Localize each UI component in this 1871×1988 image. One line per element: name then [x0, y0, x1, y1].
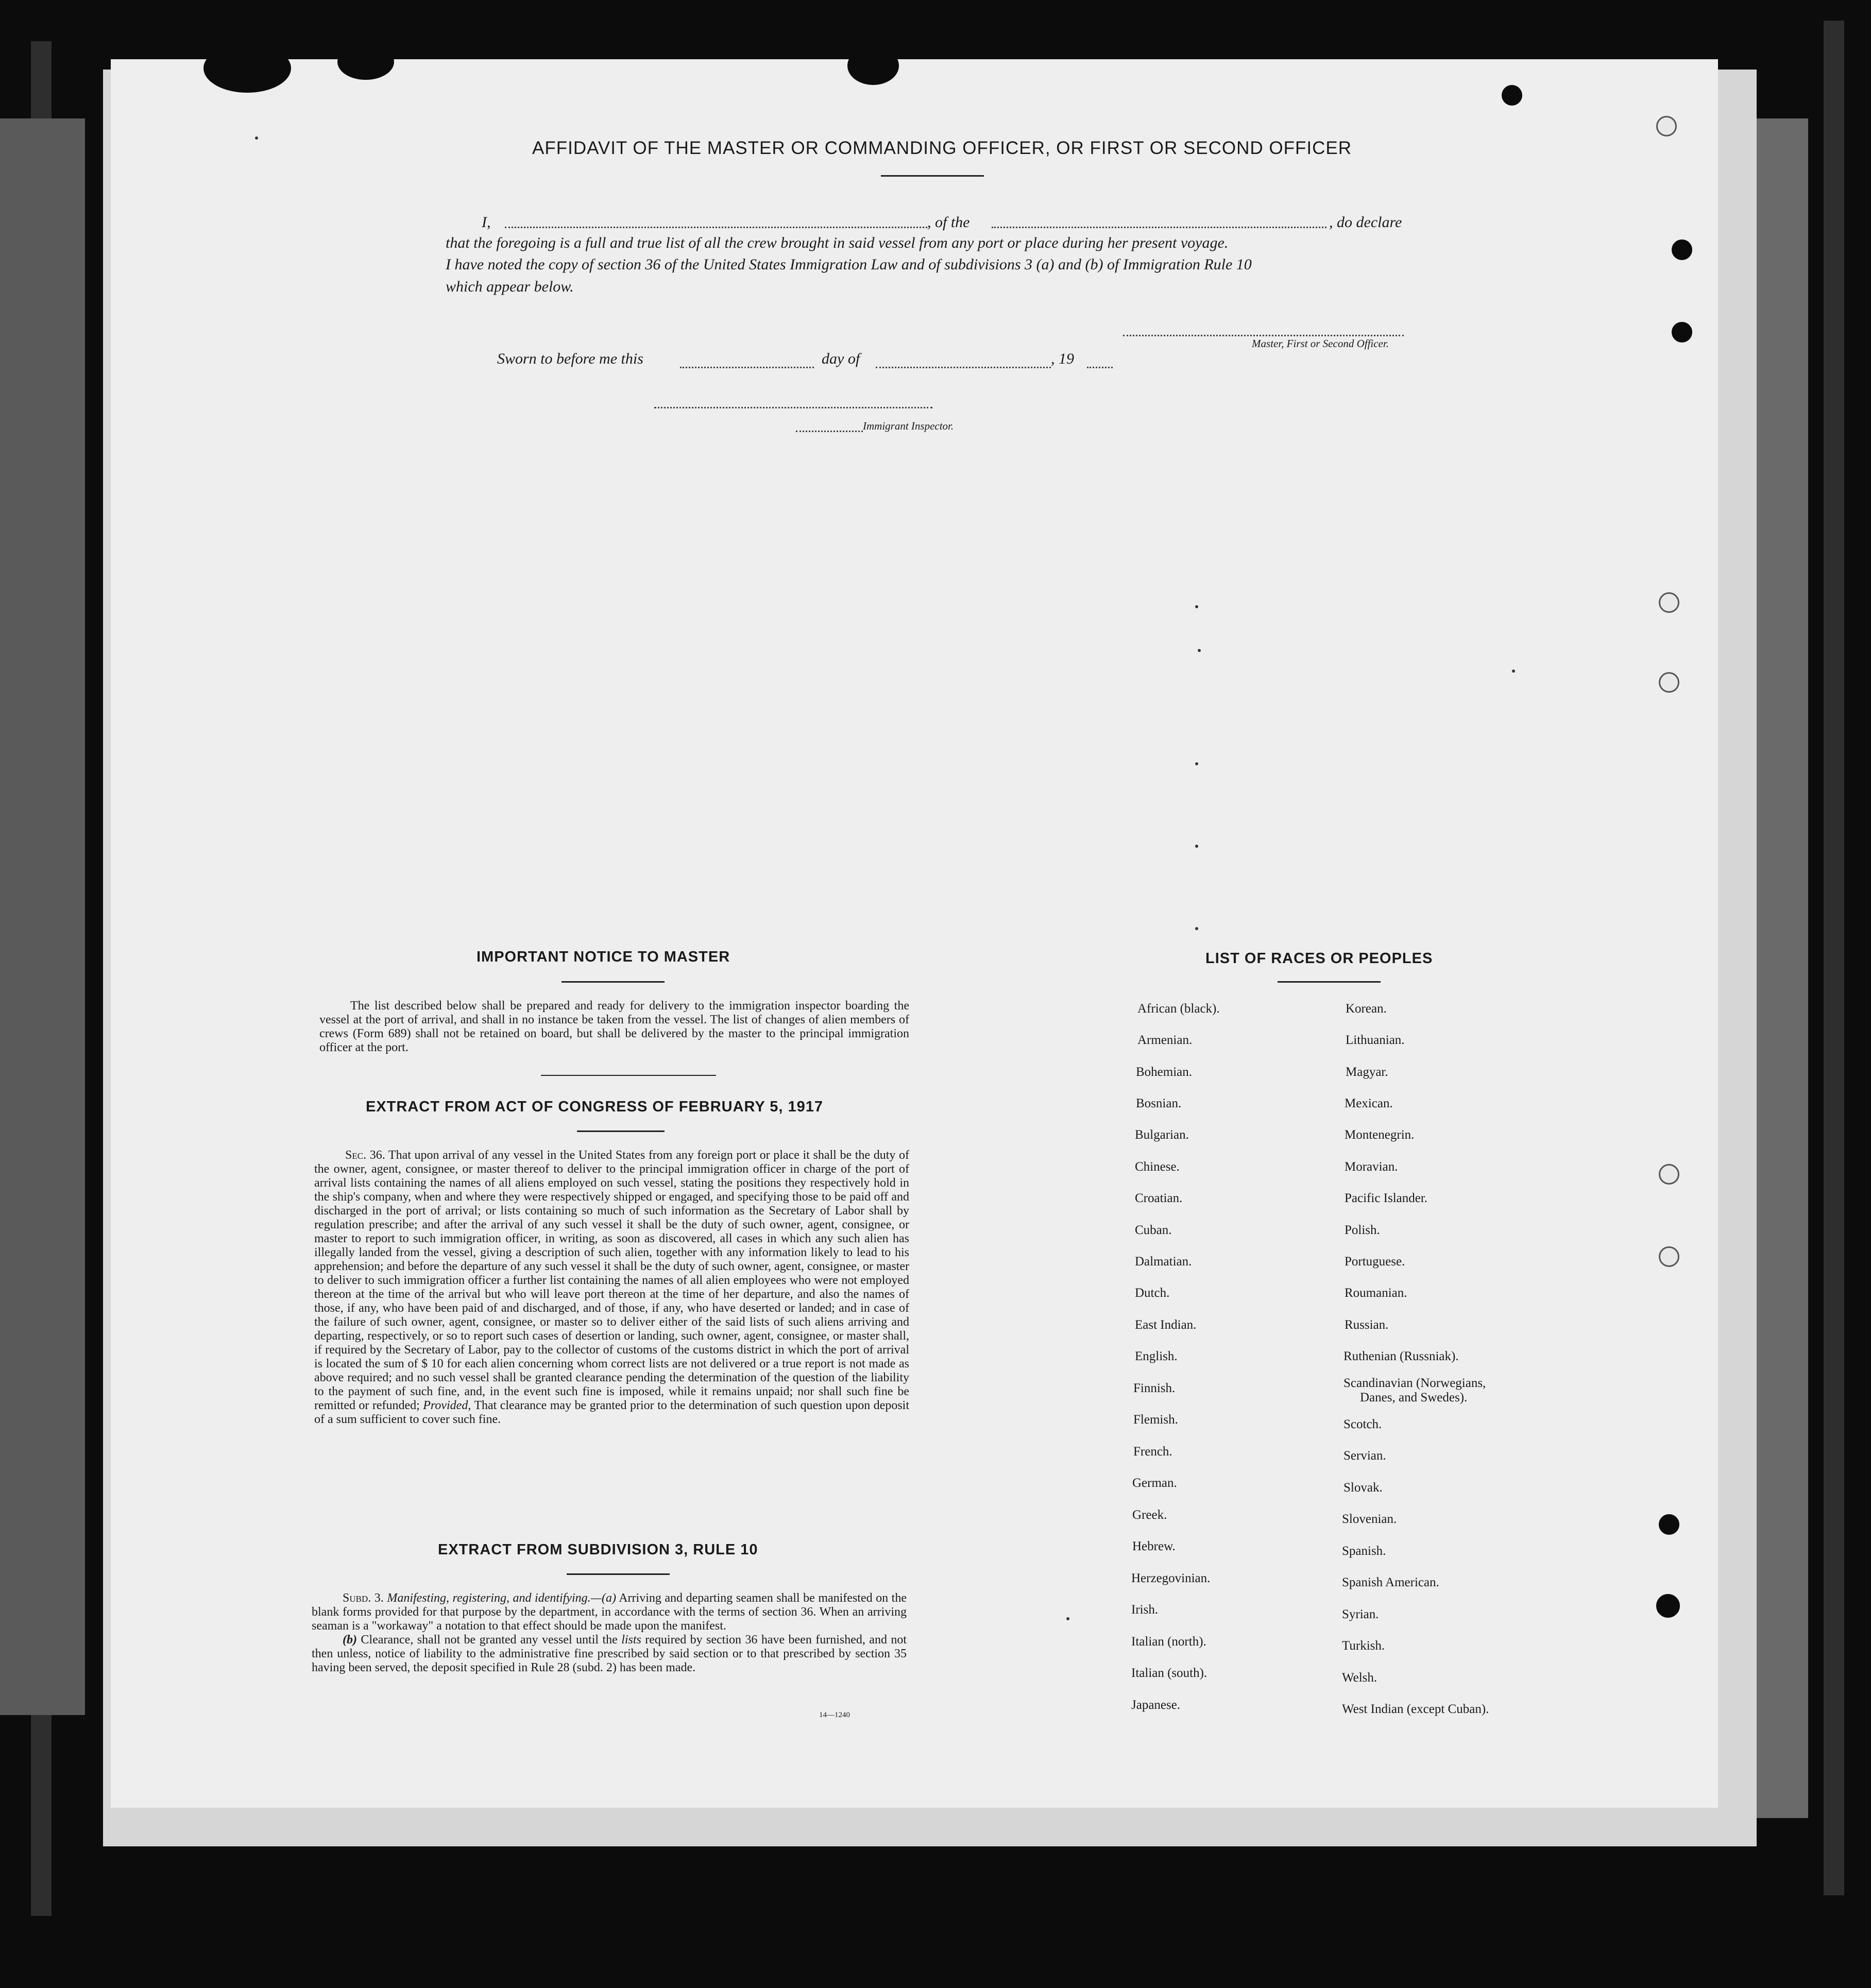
subd-text-b2: required by section 36 have been furnished, and not then unless, notice of liability to the administrative fine prescribed by said section or to that prescribed by section 35 having been served, the deposit specified in Rule 28 (subd. 2) has been made.: [312, 1633, 907, 1674]
document-page: [111, 59, 1718, 1808]
race-item: Polish.: [1345, 1223, 1380, 1237]
race-item: Slovenian.: [1342, 1512, 1397, 1526]
binder-hole: [1672, 322, 1692, 342]
race-item: Bulgarian.: [1135, 1128, 1189, 1142]
race-item: African (black).: [1137, 1002, 1220, 1016]
race-item: Hebrew.: [1132, 1539, 1176, 1553]
ink-speck: [1512, 670, 1515, 673]
race-item: Armenian.: [1137, 1033, 1193, 1047]
race-item: Chinese.: [1135, 1160, 1180, 1174]
form-number: 14—1240: [819, 1711, 850, 1719]
ink-speck: [1195, 605, 1198, 608]
race-item: Magyar.: [1346, 1065, 1388, 1079]
day-of-label: day of: [822, 350, 860, 367]
race-item: Cuban.: [1135, 1223, 1172, 1237]
affidavit-line-4: which appear below.: [446, 278, 574, 295]
race-item: Lithuanian.: [1346, 1033, 1405, 1047]
race-item: Roumanian.: [1345, 1286, 1407, 1300]
race-item: Irish.: [1131, 1603, 1159, 1617]
paper-tear: [1502, 85, 1522, 106]
race-item: Flemish.: [1133, 1413, 1178, 1427]
binder-hole: [1656, 116, 1677, 136]
provided-word: Provided,: [423, 1399, 471, 1412]
ink-speck: [1195, 927, 1198, 930]
paper-tear: [337, 44, 394, 80]
inspector-caption: Immigrant Inspector.: [863, 420, 954, 432]
race-item: Turkish.: [1342, 1639, 1385, 1653]
ink-speck: [255, 136, 258, 140]
race-item: Italian (north).: [1131, 1635, 1206, 1649]
race-item: Dalmatian.: [1135, 1255, 1192, 1269]
sworn-day-blank[interactable]: [680, 367, 814, 368]
races-title-underline: [1278, 981, 1381, 983]
binder-hole: [1659, 672, 1679, 693]
ink-speck: [1195, 762, 1198, 765]
race-item: Spanish American.: [1342, 1575, 1439, 1589]
notice-title: IMPORTANT NOTICE TO MASTER: [477, 949, 730, 965]
sec-label: Sec. 36.: [345, 1149, 385, 1162]
race-item: Slovak.: [1343, 1481, 1383, 1495]
master-signature-line[interactable]: [1123, 335, 1404, 336]
race-item: Danes, and Swedes).: [1360, 1391, 1468, 1404]
race-item: Moravian.: [1345, 1160, 1398, 1174]
affidavit-line-2: that the foregoing is a full and true list of all the crew brought in said vessel from any port or place during her present voyage.: [446, 234, 1229, 251]
race-item: Scotch.: [1343, 1417, 1382, 1431]
binder-hole: [1656, 1594, 1680, 1618]
binder-hole: [1659, 592, 1679, 613]
race-item: Mexican.: [1345, 1096, 1393, 1110]
race-item: Servian.: [1343, 1449, 1386, 1463]
race-item: Welsh.: [1342, 1671, 1377, 1685]
race-item: Scandinavian (Norwegians,: [1343, 1376, 1486, 1390]
of-the-label: , of the: [927, 214, 970, 231]
race-item: West Indian (except Cuban).: [1342, 1702, 1489, 1716]
race-item: Montenegrin.: [1345, 1128, 1415, 1142]
year-blank[interactable]: [1087, 367, 1113, 368]
rule-extract-text: [312, 1591, 907, 1675]
ink-speck: [1198, 649, 1201, 652]
inspector-signature-line[interactable]: [654, 407, 932, 408]
ink-speck: [1195, 845, 1198, 848]
rule-title-underline: [567, 1573, 670, 1575]
race-item: German.: [1132, 1476, 1177, 1490]
subd-label: Subd. 3.: [343, 1591, 384, 1605]
do-declare-label: , do declare: [1329, 214, 1402, 231]
notice-paragraph: The list described below shall be prepared and ready for delivery to the immigration inspector boarding the vessel at the port of arrival, and shall in no instance be taken from the vessel. The list of changes of alien members of crews (Form 689) shall not be retained on board, but shall be delivered by the master to the principal immigration officer at the port.: [319, 999, 909, 1054]
left-adjacent-page: [0, 118, 85, 1715]
race-item: Croatian.: [1135, 1191, 1183, 1205]
paper-tear: [203, 44, 291, 93]
year-label: , 19: [1051, 350, 1074, 367]
sworn-label: Sworn to before me this: [497, 350, 643, 367]
rule-extract-title: EXTRACT FROM SUBDIVISION 3, RULE 10: [438, 1541, 758, 1558]
binder-hole: [1672, 239, 1692, 260]
race-item: Korean.: [1346, 1002, 1387, 1016]
affidavit-i-label: I,: [482, 214, 491, 231]
act-body: That upon arrival of any vessel in the United States from any foreign port or place it shall be the duty of the owner, agent, consignee, or master thereof to deliver to the principal immigration officer in charge of the port of arrival lists containing the names of all aliens employed on such vessel, stating the positions they respectively hold in the ship's company, when and where they were respectively shipped or engaged, and specifying those to be paid off and discharged in the port of arrival; or lists containing so much of such information as the Secretary of Labor shall by regulation prescribe; and after the arrival of any such vessel it shall be the duty of such owner, agent, consignee, or master to report to such immigration officer, in writing, as soon as discovered, all cases in which any such alien has illegally landed from the vessel, giving a description of such alien, together with any information likely to lead to his apprehension; and before the departure of any such vessel it shall be the duty of such owner, agent, consignee, or master to deliver to such immigration officer a further list containing the names of all alien employees who were not employed thereon at the time of the arrival but who will leave port thereon at the time of her departure, and also the names of those, if any, who have been paid of and discharged, and of those, if any, who have deserted or landed; and in case of the failure of such owner, agent, consignee, or master so to deliver either of the said lists of such aliens arriving and departing, respectively, or so to report such cases of desertion or landing, such owner, agent, consignee, or master shall, if required by the Secretary of Labor, pay to the collector of customs of the customs district in which the port of arrival is located the sum of $ 10 for each alien concerning whom correct lists are not delivered or a true report is not made as above required; and no such vessel shall be granted clearance pending the determination of the question of the liability to the payment of such fine, and, in the event such fine is imposed, while it remains unpaid; nor shall such fine be remitted or refunded;: [314, 1149, 909, 1412]
race-item: English.: [1135, 1349, 1178, 1363]
race-item: French.: [1133, 1445, 1172, 1459]
binder-hole: [1659, 1514, 1679, 1535]
race-item: Spanish.: [1342, 1544, 1386, 1558]
race-item: Dutch.: [1135, 1286, 1170, 1300]
race-item: Finnish.: [1133, 1381, 1176, 1395]
race-item: Ruthenian (Russniak).: [1343, 1349, 1459, 1363]
affidavit-title: AFFIDAVIT OF THE MASTER OR COMMANDING OFFICER, OR FIRST OR SECOND OFFICER: [532, 138, 1352, 158]
ink-speck: [1066, 1617, 1069, 1620]
race-item: Russian.: [1345, 1318, 1389, 1332]
race-item: Japanese.: [1131, 1698, 1181, 1712]
binder-hole: [1659, 1164, 1679, 1185]
paper-tear: [847, 46, 899, 85]
race-item: Italian (south).: [1131, 1666, 1207, 1680]
notice-title-underline: [562, 981, 665, 983]
race-item: Herzegovinian.: [1131, 1571, 1211, 1585]
race-item: Portuguese.: [1345, 1255, 1405, 1269]
race-item: Syrian.: [1342, 1607, 1379, 1621]
race-item: East Indian.: [1135, 1318, 1197, 1332]
race-item: Bohemian.: [1136, 1065, 1193, 1079]
act-extract-title: EXTRACT FROM ACT OF CONGRESS OF FEBRUARY 5, 1917: [366, 1099, 824, 1115]
section-divider: [541, 1075, 716, 1076]
right-film-edge: [1824, 21, 1844, 1895]
name-blank[interactable]: [505, 227, 927, 228]
b-label: (b): [343, 1633, 357, 1647]
vessel-blank[interactable]: [992, 227, 1326, 228]
subd-heading: Manifesting, registering, and identifying.—(a): [387, 1591, 616, 1605]
subd-text-a: Arriving and departing seamen shall be manifested on the blank forms provided for that purpose by the department, in accordance with the terms of section 36. When an arriving seaman is a "workaway" a notation to that effect should be made upon the manifest.: [312, 1591, 907, 1633]
inspector-caption-lead: [796, 431, 863, 432]
binder-hole: [1659, 1246, 1679, 1267]
sworn-month-blank[interactable]: [876, 367, 1051, 368]
master-caption: Master, First or Second Officer.: [1252, 337, 1389, 350]
affidavit-line-3: I have noted the copy of section 36 of the United States Immigration Law and of subdivisions 3 (a) and (b) of Immigration Rule 10: [446, 256, 1252, 273]
races-title: LIST OF RACES OR PEOPLES: [1205, 950, 1433, 967]
race-item: Pacific Islander.: [1345, 1191, 1428, 1205]
act-extract-text: [314, 1149, 909, 1427]
notice-text: [319, 999, 909, 1055]
race-item: Bosnian.: [1136, 1096, 1182, 1110]
act-title-underline: [577, 1130, 665, 1132]
race-item: Greek.: [1132, 1508, 1167, 1522]
subd-text-b1: Clearance, shall not be granted any vessel until the: [361, 1633, 618, 1647]
act-body-end: That clearance may be granted prior to the determination of such question upon deposit of a sum sufficient to cover such fine.: [314, 1399, 910, 1426]
lists-word: lists: [621, 1633, 641, 1647]
title-underline: [881, 175, 984, 177]
